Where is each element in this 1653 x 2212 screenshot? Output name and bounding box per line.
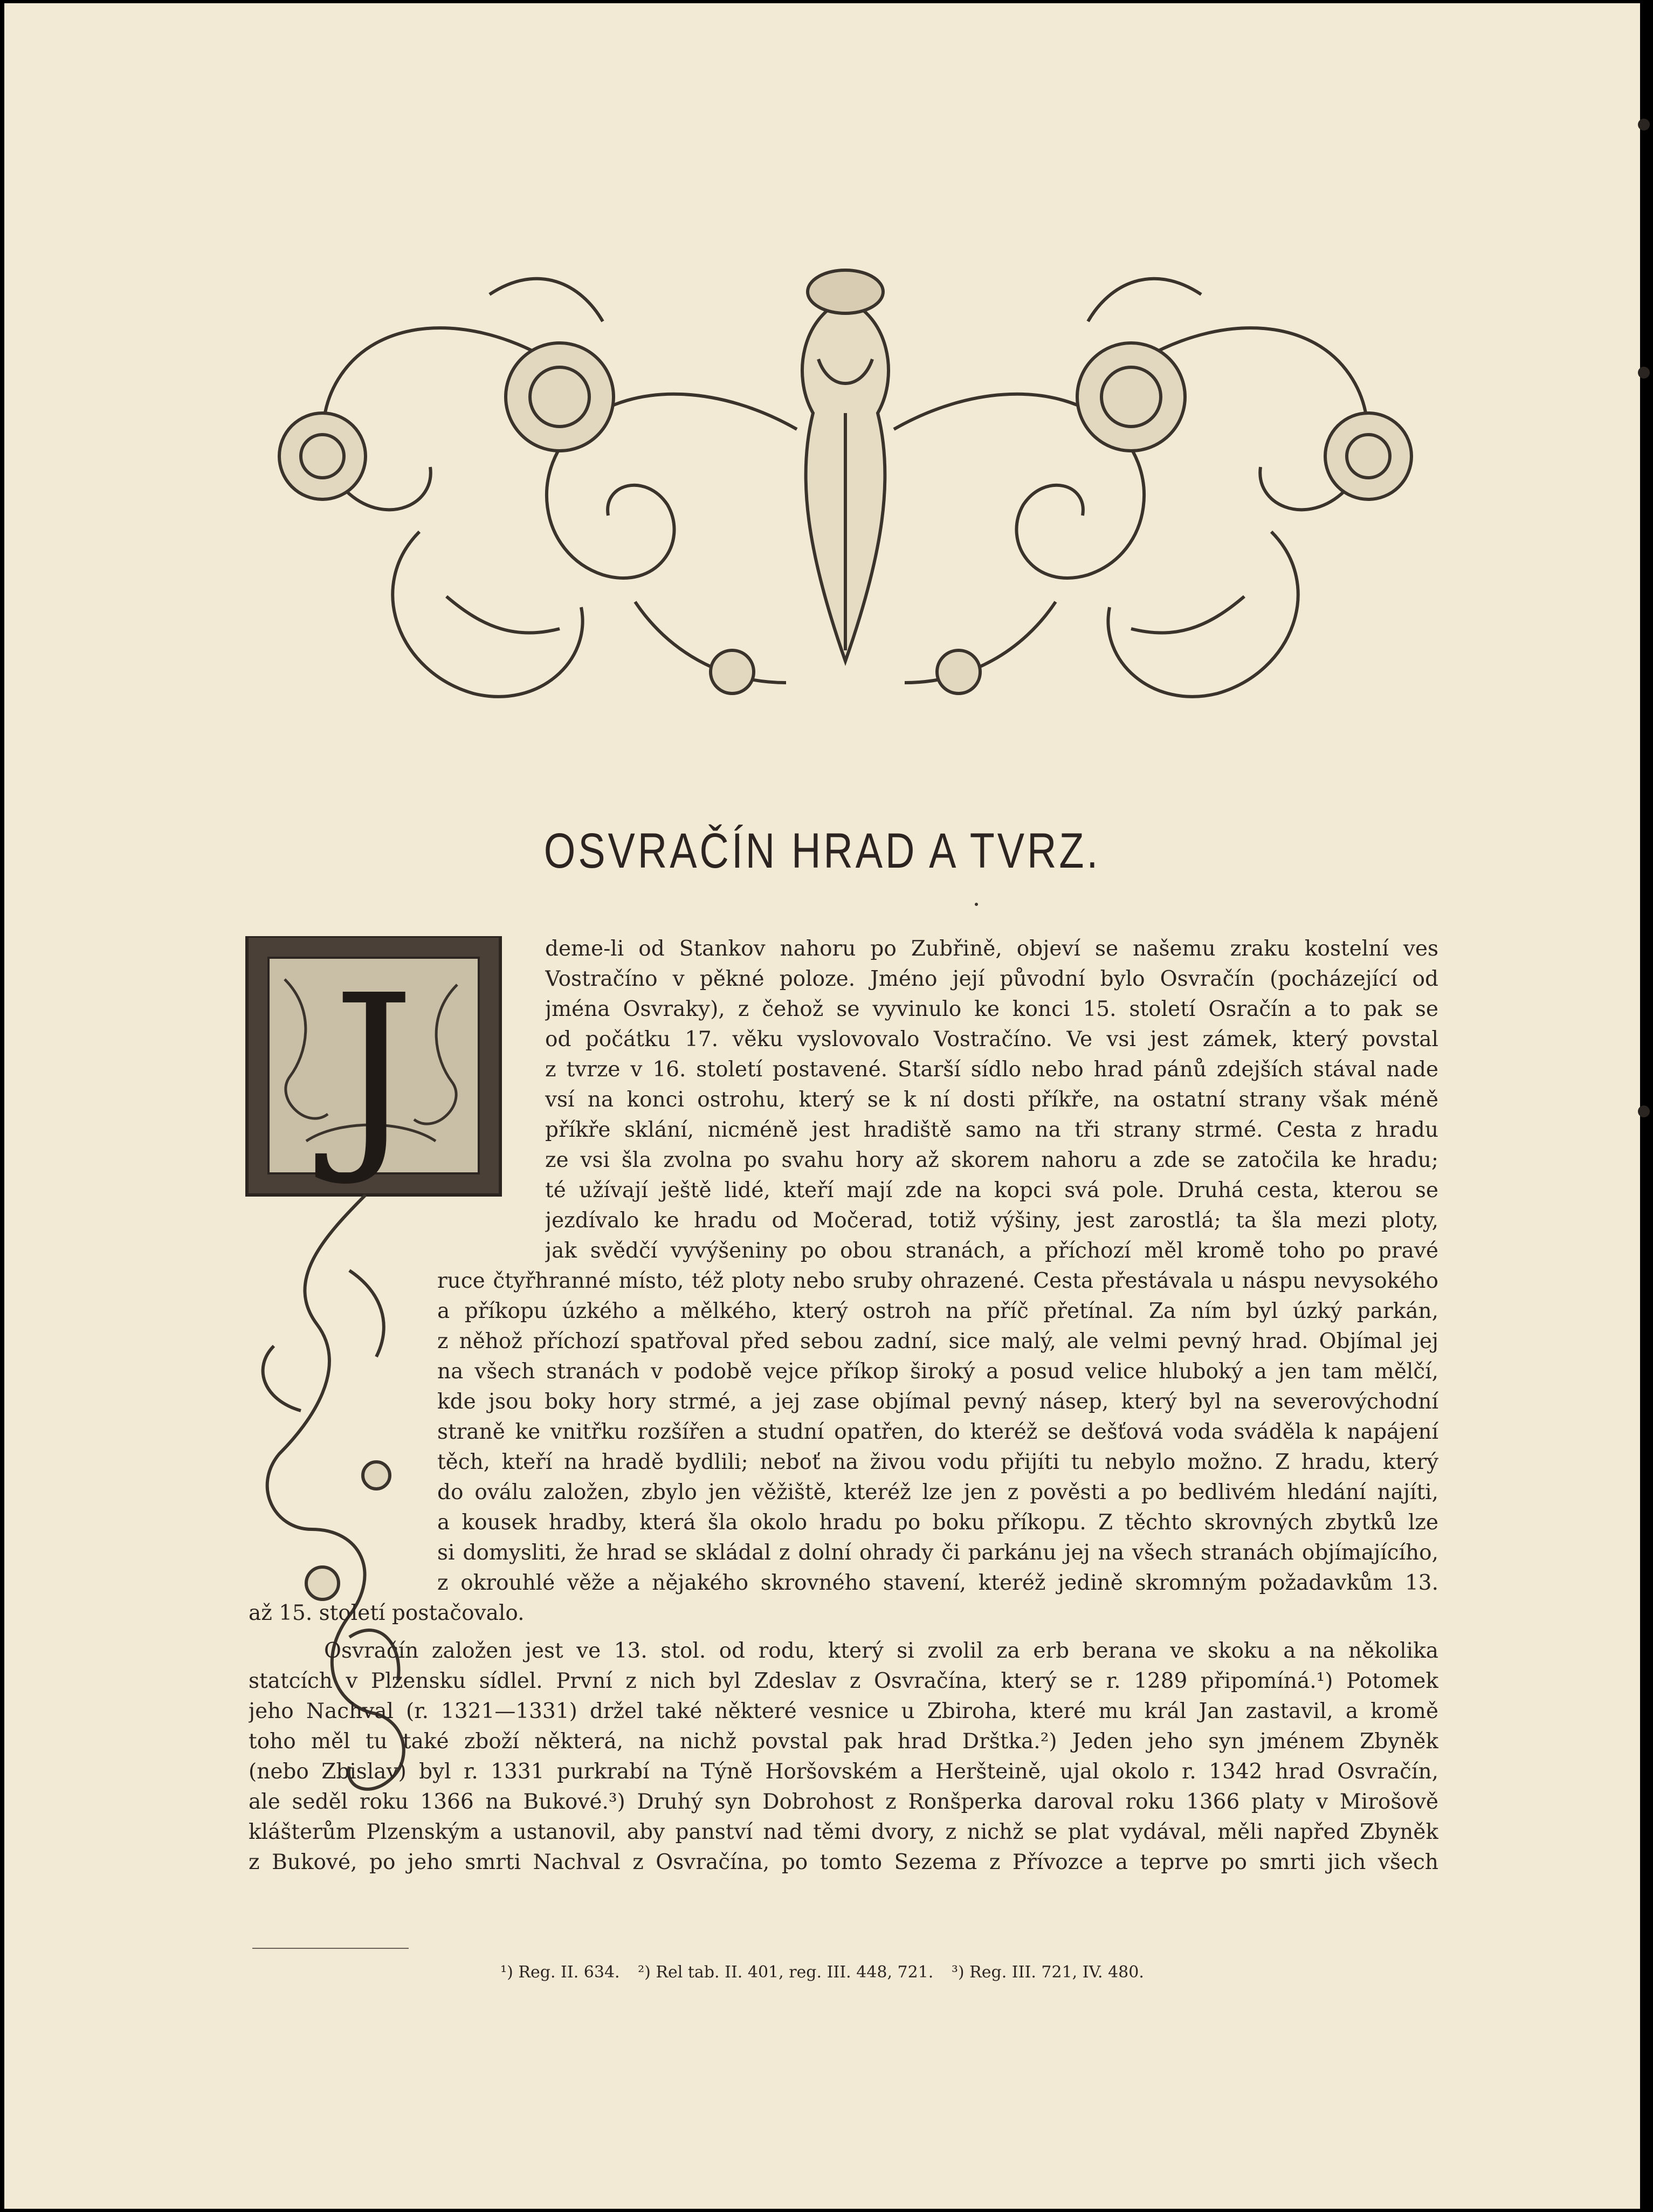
text-line: Osvračín založen jest ve 13. stol. od rodu, který si zvolil za erb berana ve skoku a na několika [324,1639,1438,1663]
page [4,3,1640,2209]
text-line: kde jsou boky hory strmé, a jej zase objímal pevný násep, který byl na severovýchodní [437,1390,1438,1414]
text-line: do oválu založen, zbylo jen věžiště, kteréž lze jen z pověsti a po bedlivém hledání najíti, [437,1480,1438,1505]
text-line: a kousek hradby, která šla okolo hradu po boku příkopu. Z těchto skrovných zbytků lze [437,1510,1438,1535]
text-line: té užívají ještě lidé, kteří mají zde na kopci svá pole. Druhá cesta, kterou se [545,1178,1438,1203]
footnotes [4,1963,1640,1982]
text-line: klášterům Plzenským a ustanovil, aby panství nad těmi dvory, z nichž se plat vydával, měli napřed Zbyněk [249,1820,1438,1844]
footnote-divider [252,1948,409,1949]
text-line: jak svědčí vyvýšeniny po obou stranách, a příchozí měl kromě toho po pravé [545,1239,1438,1263]
text-line: z něhož příchozí spatřoval před sebou zadní, sice malý, ale velmi pevný hrad. Objímal jej [437,1329,1438,1354]
text-line: těch, kteří na hradě bydlili; neboť na živou vodu přijíti tu nebylo možno. Z hradu, který [437,1450,1438,1474]
page-title: OSVRAČÍN HRAD A TVRZ. [543,823,1101,878]
text-line: jeho Nachval (r. 1321—1331) držel také některé vesnice u Zbiroha, které mu král Jan zastavil, a kromě [249,1699,1438,1723]
text-line: od počátku 17. věku vyslovovalo Vostračíno. Ve vsi jest zámek, který povstal [545,1027,1438,1052]
text-line: z okrouhlé věže a nějakého skrovného stavení, kteréž jedině skromným požadavkům 13. [437,1571,1438,1595]
text-line: ruce čtyřhranné místo, též ploty nebo sruby ohrazené. Cesta přestávala u náspu nevysokého [437,1269,1438,1293]
text-line: statcích v Plzensku sídlel. První z nich byl Zdeslav z Osvračína, který se r. 1289 připomíná.¹) Potomek [249,1669,1438,1693]
text-line: (nebo Zbislav) byl r. 1331 purkrabí na Týně Horšovském a Heršteině, ujal okolo r. 1342 hrad Osvračín, [249,1760,1438,1784]
footnote-3: ³) Reg. III. 721, IV. 480. [951,1963,1144,1982]
text-line: jména Osvraky), z čehož se vyvinulo ke konci 15. století Osračín a to pak se [545,997,1438,1021]
text-line: vsí na konci ostrohu, který se k ní dosti příkře, na ostatní strany však méně [545,1088,1438,1112]
text-line: z tvrze v 16. století postavené. Starší sídlo nebo hrad pánů zdejších stával nade [545,1057,1438,1082]
text-line: jezdívalo ke hradu od Močerad, totiž výšiny, jest zarostlá; ta šla mezi ploty, [545,1208,1438,1233]
text-line: ze vsi šla zvolna po svahu hory až skorem nahoru a zde se zatočila ke hradu; [545,1148,1438,1172]
text-line: ale seděl roku 1366 na Bukové.³) Druhý syn Dobrohost z Ronšperka daroval roku 1366 platy v Mirošově [249,1790,1438,1814]
text-line: a příkopu úzkého a mělkého, který ostroh na příč přetínal. Za ním byl úzký parkán, [437,1299,1438,1323]
text-line: straně ke vnitřku rozšířen a studní opatřen, do kteréž se dešťová voda sváděla k napájení [437,1420,1438,1444]
text-line: na všech stranách v podobě vejce příkop široký a posud velice hluboký a jen tam mělčí, [437,1359,1438,1384]
edge-mark [1638,119,1650,130]
footnote-1: ¹) Reg. II. 634. [500,1963,620,1982]
text-line: deme-li od Stankov nahoru po Zubřině, objeví se našemu zraku kostelní ves [545,937,1438,961]
text-line: Vostračíno v pěkné poloze. Jméno její původní bylo Osvračín (pocházející od [545,967,1438,991]
edge-mark [1638,367,1650,379]
text-line: až 15. století postačovalo. [249,1601,525,1625]
decorative-dot [975,903,978,906]
footnote-2: ²) Rel tab. II. 401, reg. III. 448, 721. [638,1963,934,1982]
edge-mark [1638,1105,1650,1117]
text-line: si domysliti, že hrad se skládal z dolní ohrady či parkánu jej na všech stranách objímajícího, [437,1541,1438,1565]
text-line: z Bukové, po jeho smrti Nachval z Osvračína, po tomto Sezema z Přívozce a teprve po smrti jich všech [249,1850,1438,1874]
page-edge [1640,0,1653,2212]
text-line: příkře sklání, nicméně jest hradiště samo na tři strany strmé. Cesta z hradu [545,1118,1438,1142]
text-line: toho měl tu také zboží některá, na nichž povstal pak hrad Drštka.²) Jeden jeho syn jménem Zbyněk [249,1729,1438,1754]
ornamental-headpiece [258,251,1433,753]
initial-letter: J [332,951,415,1190]
